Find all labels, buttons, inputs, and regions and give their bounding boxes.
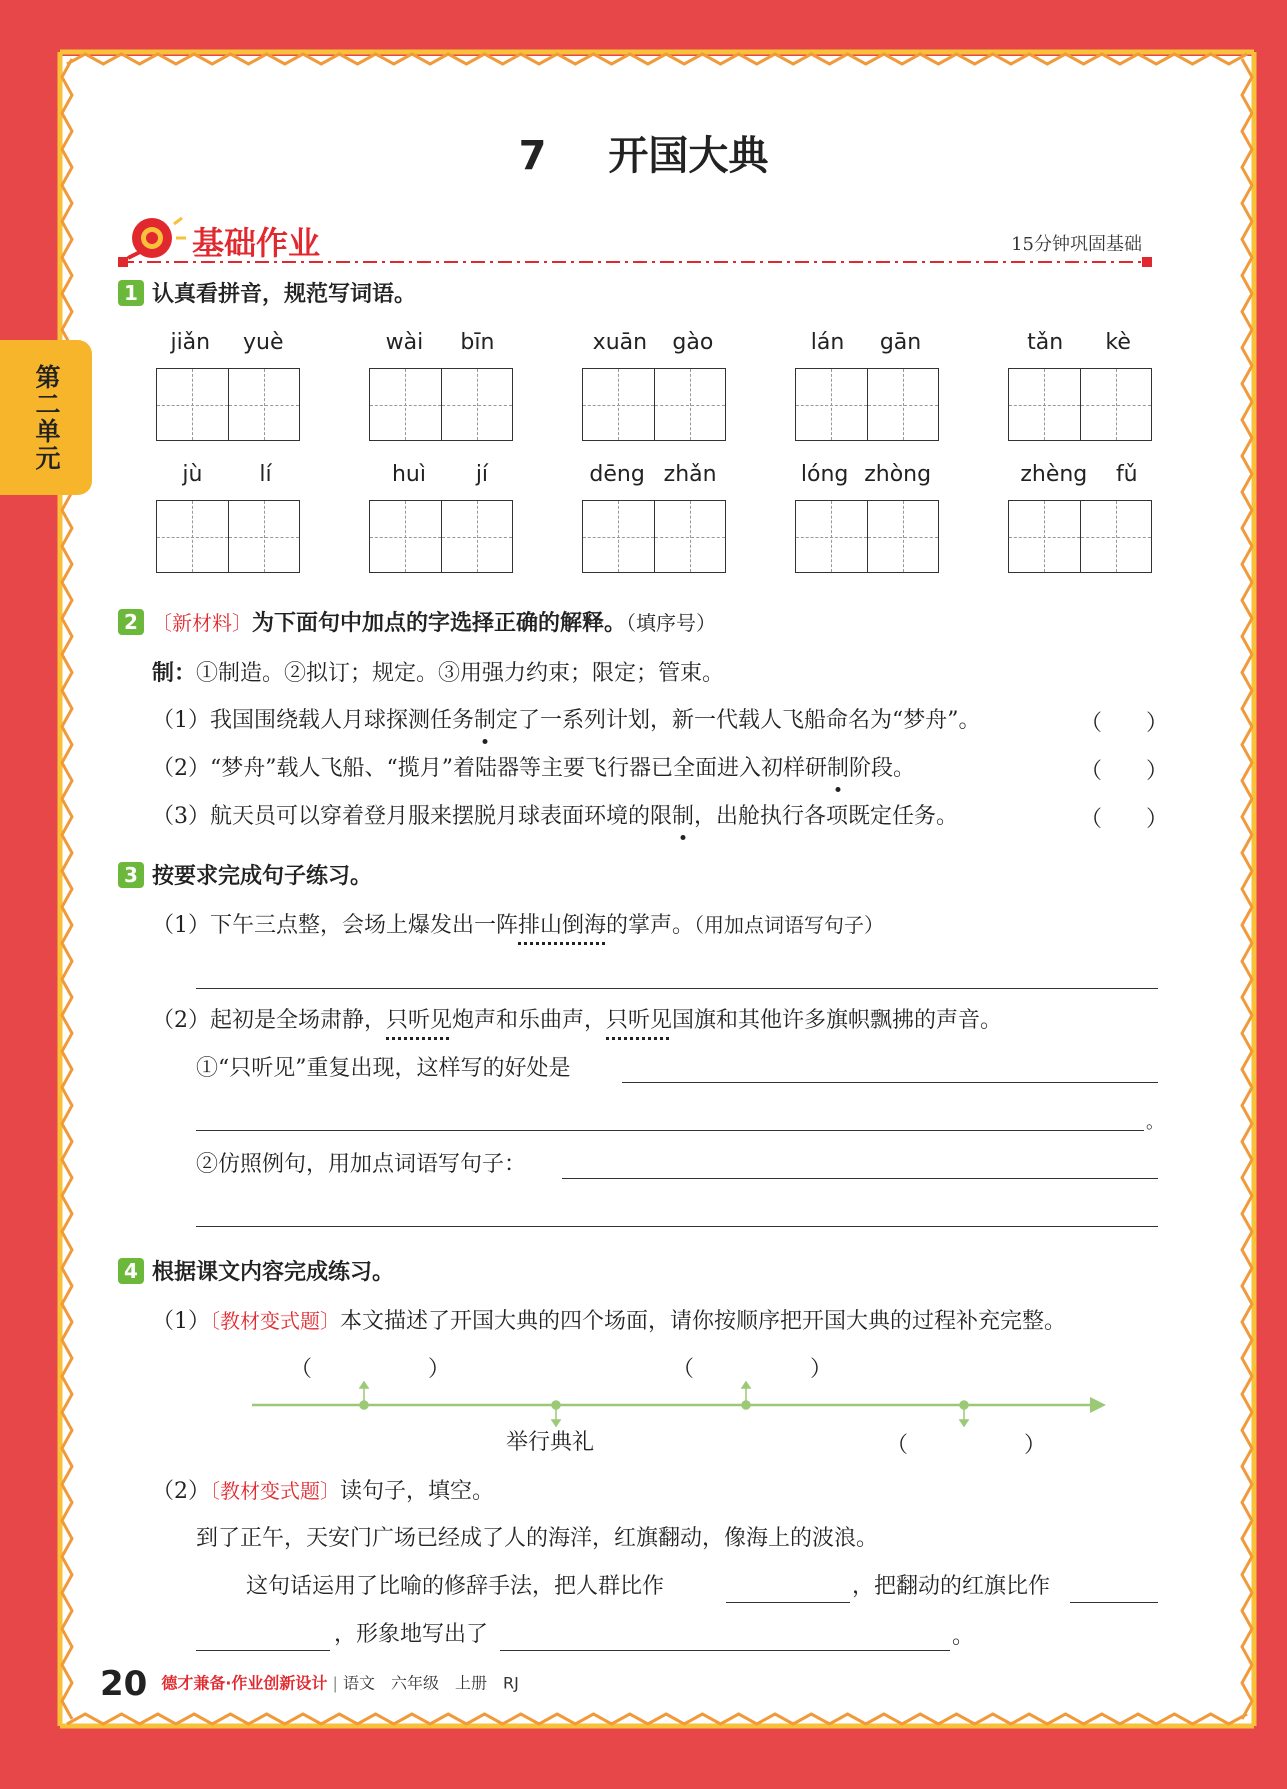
pinyin-label — [1006, 462, 1152, 487]
q4-text: 读句子，填空。 — [340, 1479, 495, 1504]
lesson-number: 7 — [518, 133, 547, 179]
q1-heading — [118, 280, 416, 310]
footer: 20 德才兼备·作业创新设计 | 语文 六年级 上册 RJ — [100, 1664, 519, 1704]
period: 。 — [952, 1624, 975, 1649]
q3-sub-2: ②仿照例句，用加点词语写句子： — [196, 1152, 527, 1177]
q3-title: 按要求完成句子练习。 — [152, 864, 373, 889]
timeline-node — [552, 1401, 560, 1409]
q2-item-2 — [152, 754, 915, 784]
q3-heading — [118, 862, 372, 892]
q3-sub-1: ①“只听见”重复出现，这样写的好处是 — [196, 1056, 571, 1081]
writing-cell[interactable] — [796, 369, 868, 440]
pinyin-syllable: zhǎn — [663, 462, 717, 487]
timeline-close-3[interactable]: ） — [1024, 1433, 1047, 1458]
q2-item-3 — [152, 802, 958, 832]
unit-tab: 第二单元 — [0, 340, 92, 495]
pinyin-label — [793, 330, 939, 355]
pinyin-syllable: zhèng — [1020, 462, 1088, 487]
q1-title: 认真看拼音，规范写词语。 — [152, 282, 417, 307]
pinyin-syllable: zhòng — [864, 462, 932, 487]
writing-boxes[interactable] — [369, 500, 513, 573]
footer-book: 语文 六年级 上册 RJ — [342, 1673, 519, 1693]
q3-text: （2）起初是全场肃静， — [152, 1008, 386, 1033]
writing-cell[interactable] — [583, 501, 655, 572]
answer-blank-2[interactable]: （ ） — [1080, 759, 1169, 784]
answer-blank-1[interactable]: （ ） — [1080, 711, 1169, 736]
pinyin-syllable: lóng — [800, 462, 849, 487]
timeline-open-2: （ — [672, 1357, 695, 1382]
q4-fill-a: 这句话运用了比喻的修辞手法，把人群比作 — [246, 1574, 665, 1599]
dotted-char: 制 — [474, 706, 496, 736]
footer-brand: 德才兼备·作业创新设计 — [161, 1673, 328, 1693]
pinyin-syllable: jí — [475, 462, 489, 487]
q3-text: 的掌声。 — [606, 913, 695, 938]
section-subtitle: 15分钟巩固基础 — [1011, 234, 1142, 255]
q4-heading — [118, 1258, 394, 1288]
timeline-node — [742, 1401, 750, 1409]
writing-boxes[interactable] — [156, 500, 300, 573]
timeline-node — [360, 1401, 368, 1409]
writing-cell[interactable] — [442, 369, 513, 440]
pinyin-syllable: lán — [810, 330, 845, 355]
writing-cell[interactable] — [868, 501, 939, 572]
answer-line[interactable] — [1070, 1602, 1158, 1603]
writing-cell[interactable] — [442, 501, 513, 572]
writing-cell[interactable] — [655, 501, 726, 572]
writing-cell[interactable] — [1009, 369, 1081, 440]
writing-cell[interactable] — [229, 369, 300, 440]
timeline-tick — [360, 1382, 368, 1388]
q2-item-text: 阶段。 — [849, 756, 916, 781]
writing-boxes[interactable] — [795, 500, 939, 573]
writing-cell[interactable] — [157, 501, 229, 572]
period: 。 — [1146, 1112, 1164, 1133]
dotted-word: 排山倒海 — [518, 913, 607, 938]
writing-cell[interactable] — [370, 501, 442, 572]
q2-number: 2 — [118, 609, 144, 635]
q2-item-text: 定了一系列计划，新一代载人飞船命名为“梦舟”。 — [496, 708, 981, 733]
dotted-word: 只听见 — [606, 1008, 673, 1033]
pinyin-syllable: yuè — [243, 330, 284, 355]
timeline-close-2[interactable]: ） — [810, 1357, 833, 1382]
writing-cell[interactable] — [1081, 501, 1152, 572]
pinyin-syllable: wài — [385, 330, 424, 355]
lesson-name: 开国大典 — [608, 133, 769, 179]
writing-cell[interactable] — [1081, 369, 1152, 440]
pinyin-syllable: jiǎn — [170, 330, 211, 355]
timeline-open-1: （ — [290, 1357, 313, 1382]
q4-text: 本文描述了开国大典的四个场面，请你按顺序把开国大典的过程补充完整。 — [340, 1309, 1067, 1334]
q3-sentence-2 — [152, 1006, 1002, 1036]
q3-note: （用加点词语写句子） — [694, 913, 885, 937]
timeline-node — [960, 1401, 968, 1409]
q4-tag: 〔教材变式题〕 — [210, 1479, 340, 1503]
dotted-char: 制 — [827, 754, 849, 784]
answer-line[interactable] — [196, 1650, 330, 1651]
answer-line[interactable] — [196, 1226, 1158, 1227]
q3-number: 3 — [118, 862, 144, 888]
section-divider — [118, 256, 1160, 268]
answer-line[interactable] — [196, 988, 1158, 989]
writing-boxes[interactable] — [156, 368, 300, 441]
q2-tag: 〔新材料〕 — [152, 611, 252, 635]
q3-text: 炮声和乐曲声， — [452, 1008, 607, 1033]
writing-boxes[interactable] — [1008, 500, 1152, 573]
q3-text: （1）下午三点整，会场上爆发出一阵 — [152, 913, 518, 938]
pinyin-label — [367, 330, 513, 355]
writing-boxes[interactable] — [369, 368, 513, 441]
lesson-title — [0, 124, 1287, 181]
pinyin-label — [154, 330, 300, 355]
writing-cell[interactable] — [229, 501, 300, 572]
q4-tag: 〔教材变式题〕 — [210, 1309, 340, 1333]
section-header — [118, 212, 1160, 268]
pinyin-label — [793, 462, 939, 487]
timeline-arrow — [1090, 1397, 1106, 1413]
q4-fill-c: ，形象地写出了 — [334, 1622, 489, 1647]
q3-text: 国旗和其他许多旗帜飘拂的声音。 — [672, 1008, 1003, 1033]
q2-item-text: （2）“梦舟”载人飞船、“揽月”着陆器等主要飞行器已全面进入初样研 — [152, 756, 827, 781]
writing-cell[interactable] — [370, 369, 442, 440]
pinyin-syllable: fǔ — [1115, 462, 1138, 487]
writing-cell[interactable] — [157, 369, 229, 440]
timeline-tick — [960, 1420, 968, 1426]
pinyin-label — [1006, 330, 1152, 355]
q1-number: 1 — [118, 280, 144, 306]
writing-cell[interactable] — [655, 369, 726, 440]
pinyin-syllable: kè — [1105, 330, 1131, 355]
q2-item-text: （3）航天员可以穿着登月服来摆脱月球表面环境的限 — [152, 804, 672, 829]
pinyin-syllable: tǎn — [1027, 330, 1064, 355]
page-number: 20 — [100, 1664, 148, 1704]
process-timeline — [240, 1378, 1110, 1448]
dotted-char: 制 — [672, 802, 694, 832]
q4-title: 根据课文内容完成练习。 — [152, 1260, 395, 1285]
pinyin-syllable: bīn — [460, 330, 495, 355]
q4-quote: 到了正午，天安门广场已经成了人的海洋，红旗翻动，像海上的波浪。 — [196, 1526, 879, 1551]
writing-cell[interactable] — [1009, 501, 1081, 572]
pinyin-label — [580, 462, 726, 487]
q4-text: （1） — [152, 1309, 210, 1334]
q4-part-2 — [152, 1476, 494, 1507]
q2-def-text: ①制造。②拟订；规定。③用强力约束；限定；管束。 — [196, 661, 725, 686]
q4-text: （2） — [152, 1479, 210, 1504]
pinyin-syllable: gān — [879, 330, 922, 355]
pinyin-syllable: jù — [182, 462, 203, 487]
pinyin-label — [154, 462, 300, 487]
answer-line[interactable] — [500, 1650, 950, 1651]
q2-title: 为下面句中加点的字选择正确的解释。 — [252, 611, 627, 636]
timeline-open-3: （ — [886, 1433, 909, 1458]
writing-cell[interactable] — [868, 369, 939, 440]
timeline-tick — [552, 1420, 560, 1426]
q2-item-text: ，出舱执行各项既定任务。 — [694, 804, 959, 829]
writing-cell[interactable] — [796, 501, 868, 572]
q2-def-label: 制： — [152, 660, 197, 686]
answer-line[interactable] — [562, 1178, 1158, 1179]
writing-boxes[interactable] — [795, 368, 939, 441]
q2-note: （填序号） — [626, 611, 717, 635]
dotted-word: 只听见 — [386, 1008, 453, 1033]
section-name: 基础作业 — [192, 224, 321, 262]
pinyin-syllable: xuān — [592, 330, 648, 355]
q3-sentence-1 — [152, 910, 884, 941]
q4-number: 4 — [118, 1258, 144, 1284]
answer-line[interactable] — [726, 1602, 850, 1603]
writing-boxes[interactable] — [582, 368, 726, 441]
pinyin-label — [580, 330, 726, 355]
timeline-label: 举行典礼 — [506, 1430, 595, 1455]
pinyin-syllable: lí — [259, 462, 272, 487]
writing-boxes[interactable] — [582, 500, 726, 573]
q4-part-1 — [152, 1306, 1066, 1337]
pinyin-label — [367, 462, 513, 487]
q2-definition — [152, 658, 724, 689]
q2-heading — [118, 608, 716, 639]
writing-boxes[interactable] — [1008, 368, 1152, 441]
timeline-close-1[interactable]: ） — [428, 1357, 451, 1382]
pinyin-syllable: huì — [391, 462, 426, 487]
writing-cell[interactable] — [583, 369, 655, 440]
answer-line[interactable] — [196, 1130, 1144, 1131]
answer-line[interactable] — [622, 1082, 1158, 1083]
q4-fill-b: ，把翻动的红旗比作 — [852, 1574, 1051, 1599]
pinyin-syllable: dēng — [589, 462, 645, 487]
pinyin-syllable: gào — [672, 330, 714, 355]
q2-item-text: （1）我国围绕载人月球探测任务 — [152, 708, 474, 733]
answer-blank-3[interactable]: （ ） — [1080, 807, 1169, 832]
timeline-tick — [742, 1382, 750, 1388]
q2-item-1 — [152, 706, 981, 736]
